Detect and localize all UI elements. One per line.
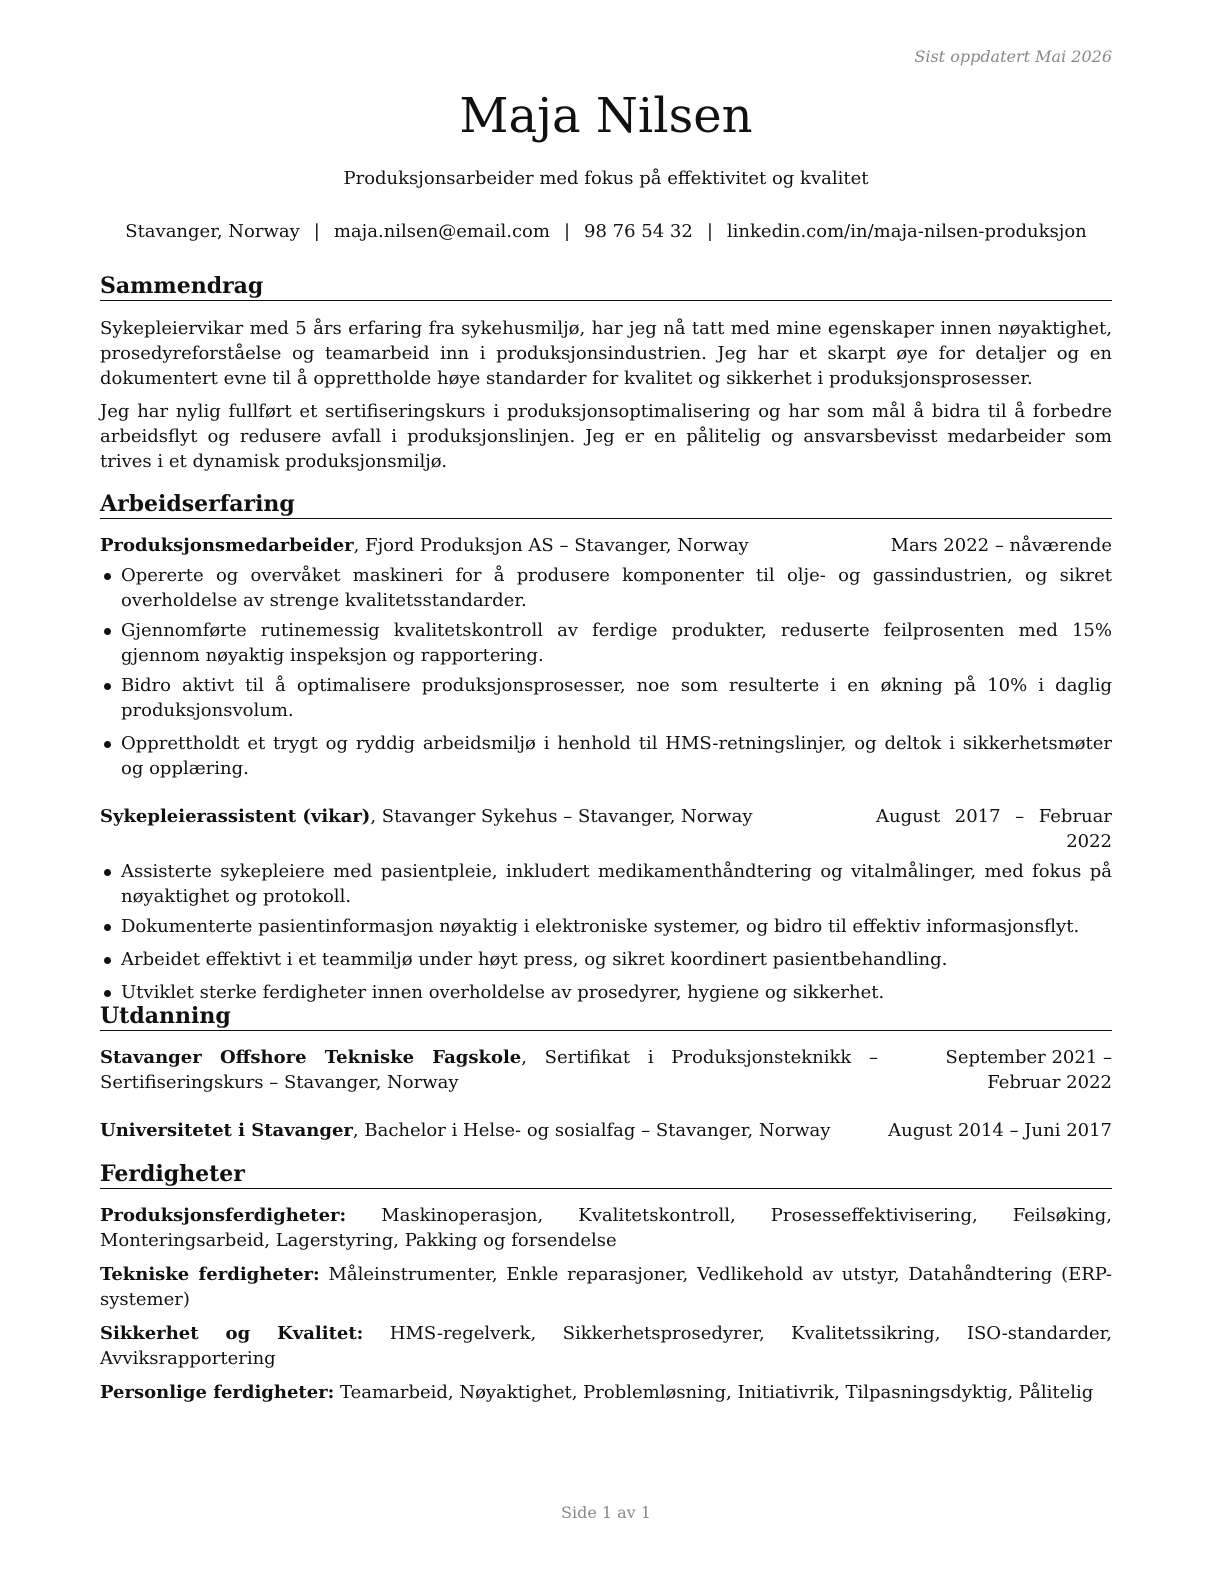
education-section xyxy=(100,1002,1112,1143)
job-header xyxy=(100,533,1112,558)
skill-group-label: Sikkerhet og Kvalitet: xyxy=(100,1323,364,1344)
skill-group-items: HMS-regelverk, Sikkerhetsprosedyrer, Kvalitetssikring, ISO-standarder, Avviksrapportering xyxy=(100,1323,1112,1369)
job-role: Produksjonsmedarbeider xyxy=(100,535,354,556)
job-entry xyxy=(100,533,1112,781)
last-updated: Sist oppdatert Mai 2026 xyxy=(914,47,1112,66)
section-title: Sammendrag xyxy=(100,272,1112,301)
contact-separator: | xyxy=(313,221,320,242)
skill-group xyxy=(100,1321,1112,1371)
education-entry xyxy=(100,1118,1112,1143)
resume-page xyxy=(100,0,1112,1584)
section-title: Utdanning xyxy=(100,1002,1112,1031)
list-item: Gjennomførte rutinemessig kvalitetskontroll av ferdige produkter, reduserte feilprosenten med 15% gjennom nøyaktig inspeksjon og rapportering. xyxy=(100,618,1112,668)
education-details: , Sertifikat i Produksjonsteknikk – Sertifiseringskurs – Stavanger, Norway xyxy=(100,1047,878,1093)
education-dates: August 2014 – Juni 2017 xyxy=(888,1120,1112,1141)
job-dates: Mars 2022 – nåværende xyxy=(890,535,1112,556)
list-item: Opererte og overvåket maskineri for å produsere komponenter til olje- og gassindustrien, og sikret overholdelse av strenge kvalitetsstandarder. xyxy=(100,563,1112,613)
section-title: Ferdigheter xyxy=(100,1160,1112,1189)
summary-section xyxy=(100,272,1112,474)
skill-group-label: Tekniske ferdigheter: xyxy=(100,1264,320,1285)
list-item: Bidro aktivt til å optimalisere produksjonsprosesser, noe som resulterte i en økning på 10% i daglig produksjonsvolum. xyxy=(100,673,1112,723)
skill-group-label: Produksjonsferdigheter: xyxy=(100,1205,347,1226)
education-school: Universitetet i Stavanger xyxy=(100,1120,353,1141)
candidate-name: Maja Nilsen xyxy=(459,88,753,144)
job-details: , Stavanger Sykehus – Stavanger, Norway xyxy=(370,806,753,827)
contact-phone: 98 76 54 32 xyxy=(584,221,693,242)
skill-group xyxy=(100,1380,1112,1405)
experience-section xyxy=(100,490,1112,1005)
skill-group-items: Maskinoperasjon, Kvalitetskontroll, Prosesseffektivisering, Feilsøking, Monteringsarbeid, Lagerstyring, Pakking og forsendelse xyxy=(100,1205,1112,1251)
skill-group-label: Personlige ferdigheter: xyxy=(100,1382,335,1403)
summary-paragraph: Jeg har nylig fullført et sertifiseringskurs i produksjonsoptimalisering og har som mål å bidra til å forbedre arbeidsflyt og redusere avfall i produksjonslinjen. Jeg er en pålitelig og ansvarsbevisst medarbeider som trives i et dynamisk produksjonsmiljø. xyxy=(100,401,1112,472)
summary-paragraph: Sykepleiervikar med 5 års erfaring fra sykehusmiljø, har jeg nå tatt med mine egenskaper innen nøyaktighet, prosedyreforståelse og teamarbeid inn i produksjonsindustrien. Jeg har et skarpt øye for detaljer og en dokumentert evne til å opprettholde høye standarder for kvalitet og sikkerhet i produksjonsprosesser. xyxy=(100,318,1112,389)
list-item: Dokumenterte pasientinformasjon nøyaktig i elektroniske systemer, og bidro til effektiv informasjonsflyt. xyxy=(100,914,1112,939)
list-item: Utviklet sterke ferdigheter innen overholdelse av prosedyrer, hygiene og sikkerhet. xyxy=(100,980,1112,1005)
job-entry xyxy=(100,804,1112,1005)
education-details: , Bachelor i Helse- og sosialfag – Stavanger, Norway xyxy=(352,1120,831,1141)
education-entry xyxy=(100,1045,1112,1095)
education-school: Stavanger Offshore Tekniske Fagskole xyxy=(100,1047,522,1068)
list-item: Arbeidet effektivt i et teammiljø under høyt press, og sikret koordinert pasientbehandling. xyxy=(100,947,1112,972)
list-item: Assisterte sykepleiere med pasientpleie, inkludert medikamenthåndtering og vitalmålinger, med fokus på nøyaktighet og protokoll. xyxy=(100,859,1112,909)
page-number: Side 1 av 1 xyxy=(561,1503,651,1522)
contact-linkedin[interactable]: linkedin.com/in/maja-nilsen-produksjon xyxy=(726,221,1087,242)
skills-section xyxy=(100,1160,1112,1405)
job-role: Sykepleierassistent (vikar) xyxy=(100,806,371,827)
contact-separator: | xyxy=(706,221,713,242)
skill-group xyxy=(100,1262,1112,1312)
education-dates: September 2021 – Februar 2022 xyxy=(945,1047,1112,1093)
skill-group xyxy=(100,1203,1112,1253)
skill-group-items: Måleinstrumenter, Enkle reparasjoner, Vedlikehold av utstyr, Datahåndtering (ERP-systemer) xyxy=(100,1264,1113,1310)
job-bullets xyxy=(100,563,1112,781)
section-title: Arbeidserfaring xyxy=(100,490,1112,519)
job-dates: August 2017 – Februar 2022 xyxy=(876,806,1112,852)
contact-line xyxy=(100,219,1112,244)
job-bullets xyxy=(100,859,1112,1005)
contact-email[interactable]: maja.nilsen@email.com xyxy=(333,221,550,242)
contact-separator: | xyxy=(563,221,571,242)
list-item: Opprettholdt et trygt og ryddig arbeidsmiljø i henhold til HMS-retningslinjer, og deltok i sikkerhetsmøter og opplæring. xyxy=(100,731,1112,781)
contact-location: Stavanger, Norway xyxy=(125,221,300,242)
job-header xyxy=(100,804,1112,854)
tagline: Produksjonsarbeider med fokus på effektivitet og kvalitet xyxy=(343,168,869,189)
skill-group-items: Teamarbeid, Nøyaktighet, Problemløsning, Initiativrik, Tilpasningsdyktig, Pålitelig xyxy=(334,1382,1094,1403)
job-details: , Fjord Produksjon AS – Stavanger, Norway xyxy=(353,535,749,556)
